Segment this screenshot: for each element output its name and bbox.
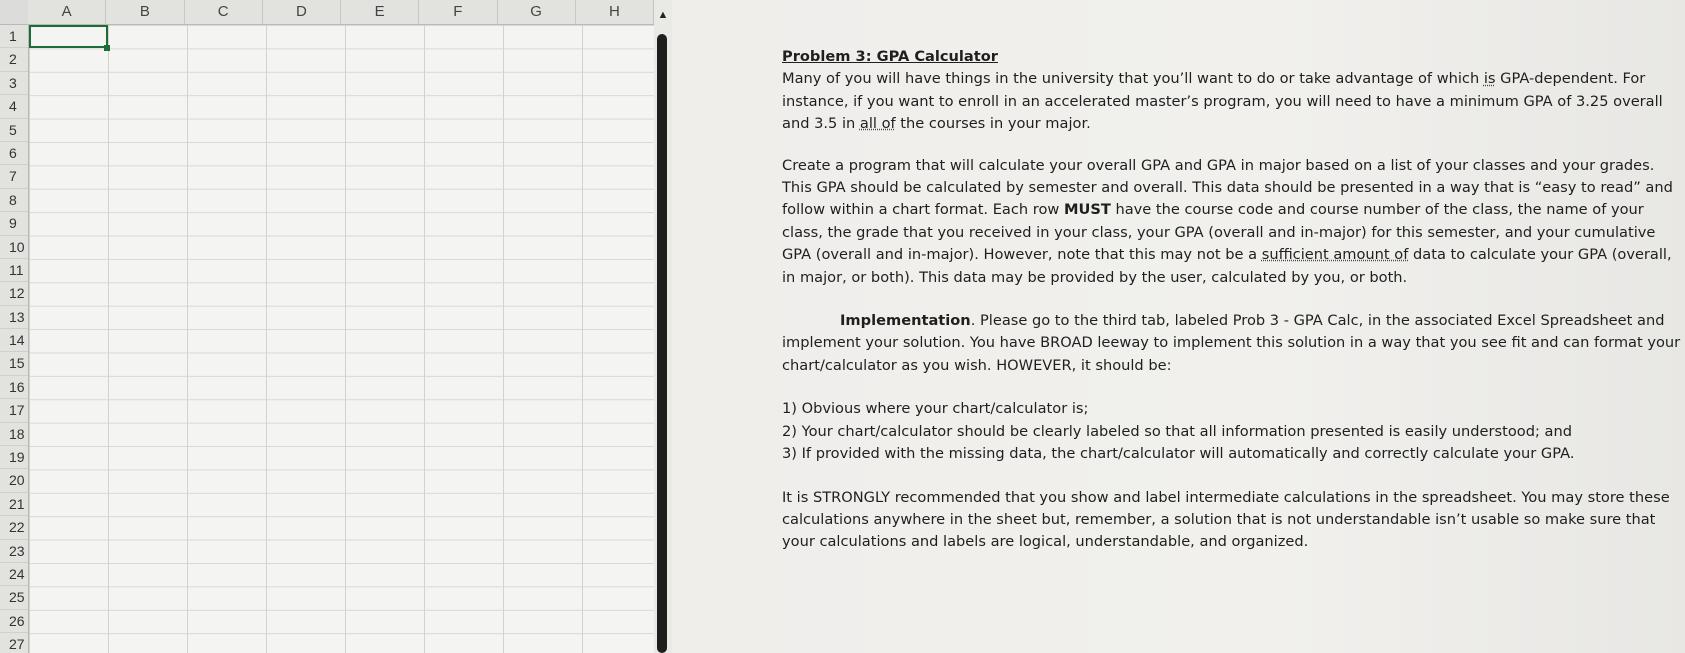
row-header-2[interactable]: 2 <box>0 48 28 71</box>
scrollbar-thumb[interactable] <box>657 34 667 653</box>
row-header-26[interactable]: 26 <box>0 610 28 633</box>
row-header-1[interactable]: 1 <box>0 25 28 48</box>
create-text-c: data to calculate your GPA (overall, in major, or both). This data may be provided by the user, calculated by you, or both. <box>782 246 1672 286</box>
row-header-17[interactable]: 17 <box>0 399 28 422</box>
requirement-item-1: 1) Obvious where your chart/calculator is; <box>782 400 1089 418</box>
row-header-9[interactable]: 9 <box>0 212 28 235</box>
column-header-e[interactable]: E <box>341 0 419 24</box>
requirement-item-3: 3) If provided with the missing data, the chart/calculator will automatically and correctly calculate your GPA. <box>782 445 1575 463</box>
row-header-22[interactable]: 22 <box>0 516 28 539</box>
scroll-up-arrow-icon[interactable]: ▲ <box>657 9 669 21</box>
row-header-12[interactable]: 12 <box>0 282 28 305</box>
row-header-8[interactable]: 8 <box>0 189 28 212</box>
row-header-5[interactable]: 5 <box>0 119 28 142</box>
column-header-d[interactable]: D <box>263 0 341 24</box>
column-header-g[interactable]: G <box>498 0 576 24</box>
row-header-3[interactable]: 3 <box>0 72 28 95</box>
problem-title: Problem 3: GPA Calculator <box>782 48 998 65</box>
row-header-23[interactable]: 23 <box>0 540 28 563</box>
create-text-b: have the course code and course number of the class, the name of your class, the grade that you received in your class, your GPA (overall and in-major) for this semester, and your cumulative GPA (overall and in-major). However, note that this may not be a <box>782 201 1656 264</box>
cell-grid[interactable] <box>29 25 655 653</box>
column-headers <box>28 0 654 25</box>
row-header-24[interactable]: 24 <box>0 563 28 586</box>
column-header-f[interactable]: F <box>419 0 497 24</box>
assignment-document <box>672 0 1685 653</box>
row-header-10[interactable]: 10 <box>0 236 28 259</box>
create-text-a: Create a program that will calculate your overall GPA and GPA in major based on a list of your classes and your grades. This GPA should be calculated by semester and overall. This data should be presented in a way that is “easy to read” and follow within a chart format. Each row <box>782 156 1673 219</box>
create-text-sufficient: sufficient amount of <box>1261 246 1409 264</box>
active-cell-a1[interactable] <box>29 25 108 48</box>
column-header-h[interactable]: H <box>576 0 654 24</box>
implementation-text: . Please go to the third tab, labeled Prob 3 - GPA Calc, in the associated Excel Spreadsheet and implement your solution. You have BROAD leeway to implement this solution in a way that you see fit and can format your chart/calculator as you wish. HOWEVER, it should be: <box>782 312 1681 374</box>
row-header-7[interactable]: 7 <box>0 165 28 188</box>
row-header-27[interactable]: 27 <box>0 633 28 653</box>
requirement-item-2: 2) Your chart/calculator should be clearly labeled so that all information presented is easily understood; and <box>782 422 1572 440</box>
row-header-15[interactable]: 15 <box>0 352 28 375</box>
fill-handle[interactable] <box>104 45 110 51</box>
row-header-18[interactable]: 18 <box>0 423 28 446</box>
row-header-6[interactable]: 6 <box>0 142 28 165</box>
intro-text-is: is <box>1483 70 1496 88</box>
create-text-must: MUST <box>1063 201 1111 219</box>
implementation-paragraph <box>782 310 1682 377</box>
create-paragraph <box>782 155 1682 289</box>
requirements-list <box>782 398 1682 465</box>
select-all-corner[interactable] <box>0 0 29 25</box>
row-header-19[interactable]: 19 <box>0 446 28 469</box>
row-header-4[interactable]: 4 <box>0 95 28 118</box>
row-header-11[interactable]: 11 <box>0 259 28 282</box>
document-body <box>782 46 1682 575</box>
column-header-a[interactable]: A <box>28 0 106 24</box>
row-header-20[interactable]: 20 <box>0 469 28 492</box>
column-header-b[interactable]: B <box>106 0 184 24</box>
intro-text-c: the courses in your major. <box>895 115 1091 133</box>
row-header-16[interactable]: 16 <box>0 376 28 399</box>
closing-paragraph: It is STRONGLY recommended that you show and label intermediate calculations in the spreadsheet. You may store these calculations anywhere in the sheet but, remember, a solution that is not understandable isn’t usable so make sure that your calculations and labels are logical, understandable, and organized. <box>782 488 1670 551</box>
column-header-c[interactable]: C <box>185 0 263 24</box>
intro-text-all-of: all of <box>859 115 896 133</box>
row-header-25[interactable]: 25 <box>0 586 28 609</box>
row-header-14[interactable]: 14 <box>0 329 28 352</box>
row-header-21[interactable]: 21 <box>0 493 28 516</box>
spreadsheet <box>0 0 672 653</box>
intro-text-b: GPA-dependent. For instance, if you want to enroll in an accelerated master’s program, you will need to have a minimum GPA of 3.25 overall and 3.5 in <box>782 70 1663 133</box>
row-headers <box>0 25 29 653</box>
row-header-13[interactable]: 13 <box>0 306 28 329</box>
intro-text-a: Many of you will have things in the university that you’ll want to do or take advantage of which <box>782 70 1484 88</box>
intro-paragraph <box>782 68 1682 135</box>
implementation-label: Implementation <box>840 312 971 330</box>
